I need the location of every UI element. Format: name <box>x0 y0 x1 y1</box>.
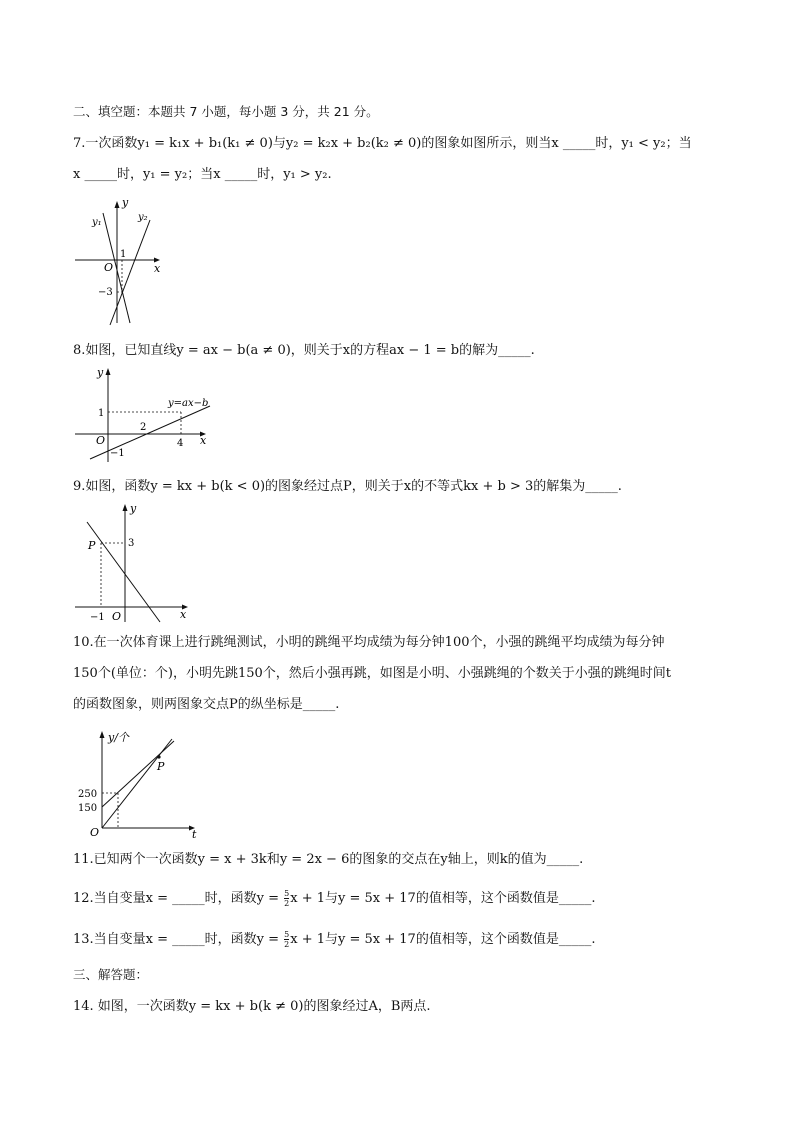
t-axis-label: t <box>192 828 197 840</box>
question-13-text-post: x + 1与y = 5x + 17的值相等，这个函数值是_____. <box>290 932 596 947</box>
question-12-line-1 <box>73 889 595 908</box>
origin-label: O <box>90 826 100 839</box>
fraction-numerator: 5 <box>284 889 290 898</box>
question-7-line-2: x _____时，y₁ = y₂；当x _____时，y₁ > y₂. <box>73 167 332 182</box>
intersection-point-P <box>157 755 160 758</box>
tick-1: 1 <box>98 408 105 419</box>
origin-label: O <box>96 434 106 447</box>
question-12-text-pre: 12.当自变量x = _____时，函数y = <box>73 891 284 906</box>
fraction-numerator: 5 <box>284 930 290 939</box>
tick-1: 1 <box>120 249 127 260</box>
question-13-text-pre: 13.当自变量x = _____时，函数y = <box>73 932 284 947</box>
origin-label: O <box>104 261 114 274</box>
question-9-line-1: 9.如图，函数y = kx + b(k < 0)的图象经过点P，则关于x的不等式kx + b > 3的解集为_____. <box>73 479 622 494</box>
x-axis-label: x <box>154 262 161 275</box>
question-11-line-1: 11.已知两个一次函数y = x + 3k和y = 2x − 6的图象的交点在y轴上，则k的值为_____. <box>73 852 584 867</box>
line-xiaoming <box>102 741 174 807</box>
origin-label: O <box>112 610 122 623</box>
question-10-line-1: 10.在一次体育课上进行跳绳测试，小明的跳绳平均成绩为每分钟100个，小强的跳绳平均成绩为每分钟 <box>73 635 665 650</box>
tick-4: 4 <box>177 438 184 449</box>
y-axis-label: y <box>130 502 137 515</box>
y-axis-label: y/个 <box>108 731 129 744</box>
point-P-label: P <box>88 539 96 552</box>
y-axis-arrow <box>123 504 128 511</box>
line-y2 <box>110 220 150 325</box>
label-y1: y₁ <box>92 217 102 228</box>
question-7-line-1: 7.一次函数y₁ = k₁x + b₁(k₁ ≠ 0)与y₂ = k₂x + b₂(k₂ ≠ 0)的图象如图所示，则当x _____时，y₁ < y₂；当 <box>73 136 692 151</box>
section-title-answers: 三、解答题： <box>73 967 149 982</box>
question-10-line-3: 的函数图象，则两图象交点P的纵坐标是_____. <box>73 697 340 712</box>
x-axis-label: x <box>200 434 207 447</box>
point-P-label: P <box>157 760 165 773</box>
question-13-line-1 <box>73 930 595 949</box>
question-14-line-1: 14. 如图，一次函数y = kx + b(k ≠ 0)的图象经过A，B两点. <box>73 999 431 1014</box>
fraction-denominator: 2 <box>284 899 290 908</box>
question-9-figure <box>70 500 195 625</box>
x-axis-label: x <box>180 608 187 621</box>
tick-neg1: −1 <box>110 448 125 459</box>
section-title-fill-in: 二、填空题：本题共 7 小题，每小题 3 分，共 21 分。 <box>73 104 379 119</box>
tick-neg1: −1 <box>90 612 105 623</box>
question-7-figure <box>70 195 170 330</box>
fraction-5-2 <box>284 930 289 949</box>
question-8-figure <box>70 362 220 467</box>
y-axis-label: y <box>122 196 129 209</box>
tick-3: 3 <box>128 538 135 549</box>
line-label: y=ax−b <box>168 398 209 409</box>
tick-150: 150 <box>78 803 98 814</box>
y-axis-arrow <box>115 201 120 208</box>
tick-2: 2 <box>140 422 147 433</box>
question-10-figure <box>70 725 205 840</box>
tick-neg3: −3 <box>98 287 113 298</box>
y-axis-label: y <box>97 366 104 379</box>
y-axis-arrow <box>100 731 105 738</box>
fraction-denominator: 2 <box>284 940 290 949</box>
tick-250: 250 <box>78 789 98 800</box>
question-8-line-1: 8.如图，已知直线y = ax − b(a ≠ 0)，则关于x的方程ax − 1 = b的解为_____. <box>73 343 535 358</box>
y-axis-arrow <box>106 368 111 375</box>
label-y2: y₂ <box>138 212 148 223</box>
question-12-text-post: x + 1与y = 5x + 17的值相等，这个函数值是_____. <box>290 891 596 906</box>
fraction-5-2 <box>284 889 289 908</box>
question-10-line-2: 150个(单位：个)，小明先跳150个，然后小强再跳，如图是小明、小强跳绳的个数关于小强的跳绳时间t <box>73 666 671 681</box>
